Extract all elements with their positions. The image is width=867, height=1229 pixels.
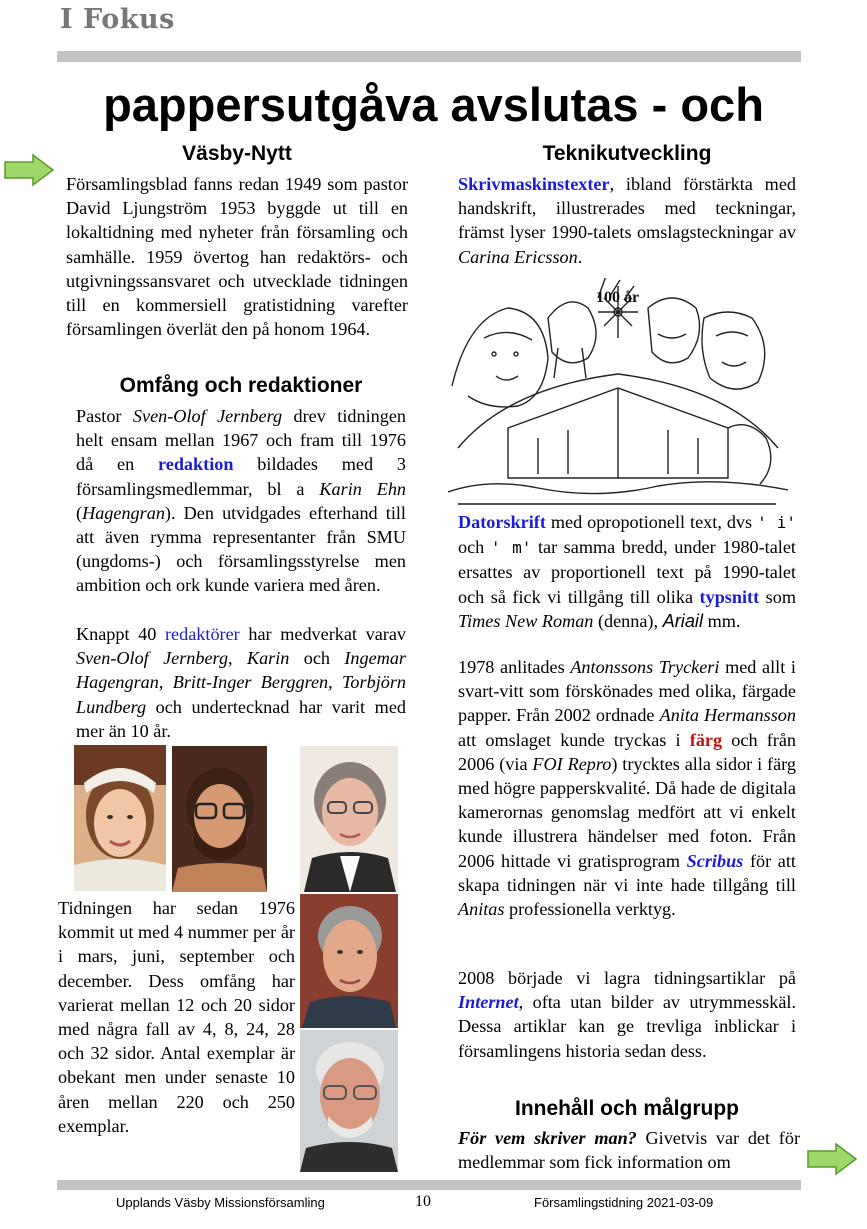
- link-internet[interactable]: Internet: [458, 992, 519, 1013]
- page-headline: pappersutgåva avslutas - och: [103, 78, 764, 131]
- heading-teknikutveckling: Teknikutveckling: [542, 142, 712, 165]
- link-scribus[interactable]: Scribus: [686, 850, 744, 871]
- paragraph-redaktion: Pastor Sven-Olof Jernberg drev tidningen helt ensam mellan 1967 och fram till 1976 då en redaktion bildades med 3 församlingsmedlemmar, bl a Karin Ehn (Hagengran). Den utvidgades efterhand till att även rymma representanter från SMU (ungdoms-) och församlingsstyrelse men ambition och ork kunde variera med åren.: [76, 406, 407, 596]
- paragraph-utgivning: Tidningen har sedan 1976 kommit ut med 4 nummer per år i mars, juni, september och december. Dess omfång har varierat mellan 12 och 20 sidor med några fall av 4, 8, 24, 28 och 32 sidor. Antal exemplar är obekant men under senaste 10 åren mellan 220 och 250 exemplar.: [58, 898, 295, 1136]
- paragraph-datorskrift: Datorskrift med opropotionell text, dvs ' i' och ' m' tar samma bredd, under 1980-talet ersattes av proportionell text på 1990-talet och så fick vi tillgång till olika typsnitt som Times New Roman (denna), Ariail mm.: [458, 512, 796, 631]
- section-kicker: I Fokus: [60, 4, 175, 35]
- portrait-photo: [300, 1030, 398, 1172]
- arrow-right-icon[interactable]: [806, 1142, 858, 1176]
- top-rule: [57, 51, 801, 62]
- arrow-right-icon[interactable]: [3, 153, 55, 187]
- link-redaktorer[interactable]: redaktörer: [165, 624, 240, 644]
- heading-vasby-nytt: Väsby-Nytt: [182, 142, 292, 165]
- link-datorskrift[interactable]: Datorskrift: [458, 512, 546, 532]
- link-redaktion[interactable]: redaktion: [158, 454, 234, 475]
- bottom-rule: [57, 1180, 801, 1190]
- footer-organisation: Upplands Väsby Missionsförsamling: [116, 1195, 325, 1210]
- portrait-photo: [300, 746, 398, 892]
- paragraph-skrivmaskin: Skrivmaskinstexter, ibland förstärkta med handskrift, illustrerades med teckningar, främst lyser 1990-talets omslagsteckningar av Carina Ericsson.: [458, 174, 796, 267]
- link-typsnitt[interactable]: typsnitt: [699, 586, 760, 607]
- footer-issue: Församlingstidning 2021-03-09: [534, 1195, 714, 1210]
- paragraph-redaktorer: Knappt 40 redaktörer har medverkat varav Sven-Olof Jernberg, Karin och Ingemar Hagengran, Britt-Inger Berggren, Torbjörn Lundberg och undertecknad har varit med mer än 10 år.: [76, 624, 407, 741]
- drawing-rule: [458, 503, 776, 505]
- drawing-caption: 100 år: [596, 289, 640, 306]
- portrait-photo: [172, 746, 267, 892]
- paragraph-tryckeri: 1978 anlitades Antonssons Tryckeri med allt i svart-vitt som förskönades med olika, färgade papper. Från 2002 ordnade Anita Hermansson att omslaget kunde tryckas i färg och från 2006 (via FOI Repro) trycktes alla sidor i färg med högre papperskvalité. Då hade de digitala kamerornas genomslag medfört att vi enkelt kunde illustrera händelser med foton. Från 2006 hittade vi gratisprogram Scribus för att skapa tidningen när vi inte hade tillgång till Anitas professionella verktyg.: [458, 657, 796, 920]
- paragraph-internet: 2008 började vi lagra tidningsartiklar på Internet, ofta utan bilder av utrymmesskäl. Dessa artiklar kan ge trevliga inblickar i församlingens historia sedan dess.: [458, 968, 796, 1061]
- cover-drawing: [448, 278, 788, 506]
- paragraph-malgrupp: För vem skriver man? Givetvis var det för medlemmar som fick information om: [458, 1128, 800, 1173]
- page-number: 10: [415, 1193, 431, 1210]
- portrait-photo: [300, 894, 398, 1028]
- heading-omfang: Omfång och redaktioner: [119, 374, 363, 397]
- link-skrivmaskinstexter[interactable]: Skrivmaskinstexter: [458, 174, 610, 194]
- paragraph-vasby-nytt: Församlingsblad fanns redan 1949 som pastor David Ljungström 1953 byggde ut till en lokaltidning med nyheter från församling och samhälle. 1959 övertog han redaktörs- och utgivningssansvaret och utvecklade tidningen till en kommersiell gratistidning varefter församlingen överlät den på honom 1964.: [66, 174, 408, 340]
- heading-innehall: Innehåll och målgrupp: [514, 1097, 740, 1120]
- portrait-photo: [74, 745, 166, 891]
